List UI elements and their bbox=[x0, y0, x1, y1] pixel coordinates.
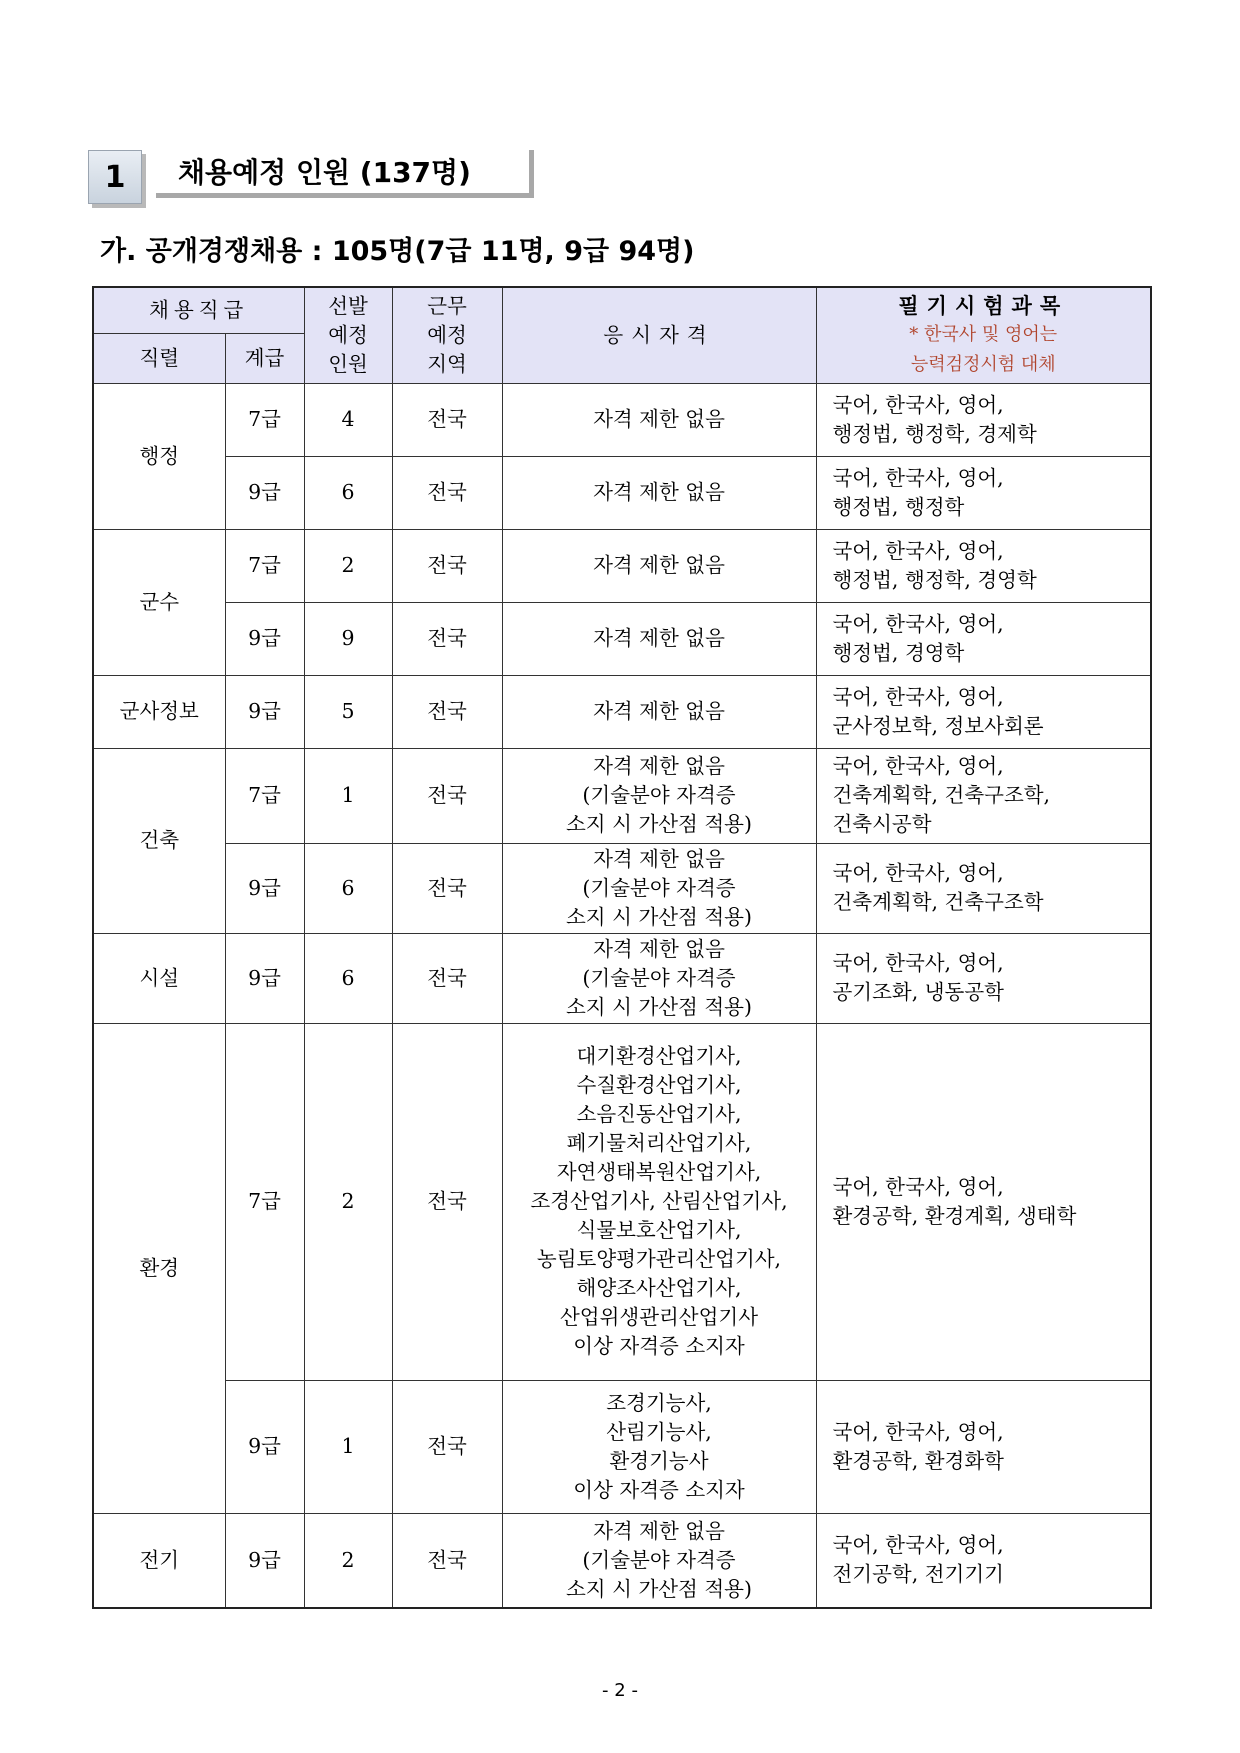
qualification-line: 소지 시 가산점 적용) bbox=[566, 994, 752, 1019]
cell-qualification bbox=[502, 529, 816, 602]
table-row bbox=[93, 1513, 1151, 1608]
table-row bbox=[93, 602, 1151, 675]
cell-subjects bbox=[816, 1513, 1151, 1608]
subject-line: 국어, 한국사, 영어, bbox=[832, 1174, 1004, 1199]
cell-region: 전국 bbox=[392, 675, 502, 748]
cell-count: 2 bbox=[304, 529, 392, 602]
cell-subjects bbox=[816, 1023, 1151, 1380]
qualification-line: 자격 제한 없음 bbox=[593, 407, 725, 431]
qualification-line: 자격 제한 없음 bbox=[593, 1518, 725, 1543]
cell-series: 시설 bbox=[93, 933, 225, 1023]
cell-subjects bbox=[816, 602, 1151, 675]
qualification-line: (기술분야 자격증 bbox=[582, 1547, 736, 1572]
qualification-line: (기술분야 자격증 bbox=[582, 965, 736, 990]
qualification-line: 자격 제한 없음 bbox=[593, 480, 725, 504]
page-number: - 2 - bbox=[602, 1680, 638, 1701]
cell-grade: 7급 bbox=[225, 748, 304, 843]
qualification-line: 농림토양평가관리산업기사, bbox=[536, 1247, 782, 1271]
cell-count: 6 bbox=[304, 843, 392, 933]
subject-line: 행정법, 행정학, 경제학 bbox=[832, 421, 1037, 446]
cell-qualification bbox=[502, 1023, 816, 1380]
subject-line: 건축계획학, 건축구조학, bbox=[832, 783, 1051, 807]
cell-subjects bbox=[816, 748, 1151, 843]
header-subjects: 필기시험과목 * 한국사 및 영어는 능력검정시험 대체 bbox=[816, 287, 1151, 383]
subject-line: 건축시공학 bbox=[832, 812, 932, 836]
qualification-line: (기술분야 자격증 bbox=[582, 783, 736, 807]
qualification-line: 수질환경산업기사, bbox=[576, 1073, 742, 1097]
cell-series: 환경 bbox=[93, 1023, 225, 1513]
qualification-line: 소지 시 가산점 적용) bbox=[566, 1576, 752, 1601]
cell-qualification bbox=[502, 1380, 816, 1513]
cell-grade: 9급 bbox=[225, 675, 304, 748]
section-title: 채용예정 인원 (137명) bbox=[156, 150, 534, 198]
cell-region: 전국 bbox=[392, 1023, 502, 1380]
cell-region: 전국 bbox=[392, 529, 502, 602]
subject-line: 국어, 한국사, 영어, bbox=[832, 392, 1004, 417]
qualification-line: 자격 제한 없음 bbox=[593, 936, 725, 961]
cell-region: 전국 bbox=[392, 383, 502, 456]
table-row bbox=[93, 843, 1151, 933]
cell-region: 전국 bbox=[392, 933, 502, 1023]
cell-count: 1 bbox=[304, 1380, 392, 1513]
header-grade: 계급 bbox=[225, 333, 304, 383]
cell-count: 4 bbox=[304, 383, 392, 456]
cell-qualification bbox=[502, 933, 816, 1023]
qualification-line: 자격 제한 없음 bbox=[593, 754, 725, 778]
cell-series: 행정 bbox=[93, 383, 225, 529]
cell-series: 군수 bbox=[93, 529, 225, 675]
subject-line: 국어, 한국사, 영어, bbox=[832, 861, 1004, 885]
qualification-line: 자격 제한 없음 bbox=[593, 553, 725, 577]
subject-line: 전기공학, 전기기기 bbox=[832, 1562, 1004, 1587]
qualification-line: 자연생태복원산업기사, bbox=[556, 1160, 762, 1184]
cell-subjects bbox=[816, 675, 1151, 748]
qualification-line: 대기환경산업기사, bbox=[576, 1044, 742, 1068]
header-region: 근무 예정 지역 bbox=[392, 287, 502, 383]
subsection-title: 가. 공개경쟁채용 : 105명(7급 11명, 9급 94명) bbox=[100, 236, 695, 267]
cell-grade: 9급 bbox=[225, 1380, 304, 1513]
cell-series: 전기 bbox=[93, 1513, 225, 1608]
table-row bbox=[93, 675, 1151, 748]
qualification-line: 자격 제한 없음 bbox=[593, 846, 725, 871]
table-row bbox=[93, 456, 1151, 529]
header-rank: 채용직급 bbox=[93, 287, 304, 333]
recruitment-table bbox=[92, 286, 1152, 1609]
header-row bbox=[93, 287, 1151, 333]
header-qualification: 응시자격 bbox=[502, 287, 816, 383]
subject-line: 국어, 한국사, 영어, bbox=[832, 1419, 1004, 1444]
subject-line: 군사정보학, 정보사회론 bbox=[832, 713, 1044, 738]
qualification-line: 소음진동산업기사, bbox=[576, 1102, 742, 1126]
qualification-line: 자격 제한 없음 bbox=[593, 626, 725, 650]
cell-subjects bbox=[816, 383, 1151, 456]
cell-region: 전국 bbox=[392, 1380, 502, 1513]
table-row bbox=[93, 748, 1151, 843]
qualification-line: 자격 제한 없음 bbox=[593, 699, 725, 723]
qualification-line: 산업위생관리산업기사 bbox=[559, 1305, 759, 1329]
cell-qualification bbox=[502, 843, 816, 933]
cell-series: 군사정보 bbox=[93, 675, 225, 748]
subject-line: 국어, 한국사, 영어, bbox=[832, 611, 1004, 636]
qualification-line: 폐기물처리산업기사, bbox=[566, 1131, 752, 1155]
cell-grade: 7급 bbox=[225, 529, 304, 602]
qualification-line: 조경기능사, bbox=[606, 1390, 712, 1415]
header-count: 선발 예정 인원 bbox=[304, 287, 392, 383]
cell-count: 9 bbox=[304, 602, 392, 675]
cell-grade: 9급 bbox=[225, 933, 304, 1023]
cell-count: 2 bbox=[304, 1023, 392, 1380]
section-heading bbox=[88, 150, 538, 202]
qualification-line: 식물보호산업기사, bbox=[576, 1218, 742, 1242]
header-series: 직렬 bbox=[93, 333, 225, 383]
table-row bbox=[93, 933, 1151, 1023]
qualification-line: (기술분야 자격증 bbox=[582, 875, 736, 900]
cell-qualification bbox=[502, 675, 816, 748]
cell-qualification bbox=[502, 456, 816, 529]
cell-grade: 9급 bbox=[225, 1513, 304, 1608]
header-note: * 한국사 및 영어는 능력검정시험 대체 bbox=[909, 323, 1058, 375]
subject-line: 건축계획학, 건축구조학 bbox=[832, 890, 1044, 914]
cell-count: 6 bbox=[304, 933, 392, 1023]
subject-line: 국어, 한국사, 영어, bbox=[832, 465, 1004, 490]
cell-count: 6 bbox=[304, 456, 392, 529]
cell-count: 2 bbox=[304, 1513, 392, 1608]
cell-region: 전국 bbox=[392, 602, 502, 675]
cell-subjects bbox=[816, 933, 1151, 1023]
cell-grade: 9급 bbox=[225, 456, 304, 529]
qualification-line: 조경산업기사, 산림산업기사, bbox=[530, 1189, 788, 1213]
table-row bbox=[93, 1023, 1151, 1380]
cell-qualification bbox=[502, 383, 816, 456]
cell-count: 1 bbox=[304, 748, 392, 843]
cell-grade: 9급 bbox=[225, 602, 304, 675]
subject-line: 환경공학, 환경계획, 생태학 bbox=[832, 1203, 1077, 1228]
cell-subjects bbox=[816, 843, 1151, 933]
cell-region: 전국 bbox=[392, 1513, 502, 1608]
subject-line: 국어, 한국사, 영어, bbox=[832, 684, 1004, 709]
subject-line: 공기조화, 냉동공학 bbox=[832, 980, 1004, 1004]
cell-region: 전국 bbox=[392, 843, 502, 933]
cell-region: 전국 bbox=[392, 456, 502, 529]
cell-subjects bbox=[816, 1380, 1151, 1513]
table-row bbox=[93, 529, 1151, 602]
qualification-line: 소지 시 가산점 적용) bbox=[566, 812, 752, 836]
table-row bbox=[93, 1380, 1151, 1513]
cell-subjects bbox=[816, 529, 1151, 602]
cell-count: 5 bbox=[304, 675, 392, 748]
cell-subjects bbox=[816, 456, 1151, 529]
cell-grade: 9급 bbox=[225, 843, 304, 933]
subject-line: 국어, 한국사, 영어, bbox=[832, 538, 1004, 563]
cell-qualification bbox=[502, 1513, 816, 1608]
cell-grade: 7급 bbox=[225, 1023, 304, 1380]
subject-line: 행정법, 행정학, 경영학 bbox=[832, 567, 1037, 592]
cell-qualification bbox=[502, 748, 816, 843]
qualification-line: 이상 자격증 소지자 bbox=[573, 1334, 745, 1358]
subject-line: 국어, 한국사, 영어, bbox=[832, 951, 1004, 975]
qualification-line: 해양조사산업기사, bbox=[576, 1276, 742, 1300]
qualification-line: 이상 자격증 소지자 bbox=[573, 1477, 745, 1502]
qualification-line: 환경기능사 bbox=[609, 1448, 709, 1473]
subject-line: 행정법, 행정학 bbox=[832, 494, 965, 519]
cell-qualification bbox=[502, 602, 816, 675]
subject-line: 국어, 한국사, 영어, bbox=[832, 754, 1004, 778]
cell-region: 전국 bbox=[392, 748, 502, 843]
subject-line: 국어, 한국사, 영어, bbox=[832, 1533, 1004, 1558]
subject-line: 행정법, 경영학 bbox=[832, 640, 965, 665]
cell-series: 건축 bbox=[93, 748, 225, 933]
qualification-line: 산림기능사, bbox=[606, 1419, 712, 1444]
subject-line: 환경공학, 환경화학 bbox=[832, 1448, 1004, 1473]
qualification-line: 소지 시 가산점 적용) bbox=[566, 904, 752, 929]
table-row bbox=[93, 383, 1151, 456]
section-number: 1 bbox=[88, 150, 142, 204]
cell-grade: 7급 bbox=[225, 383, 304, 456]
